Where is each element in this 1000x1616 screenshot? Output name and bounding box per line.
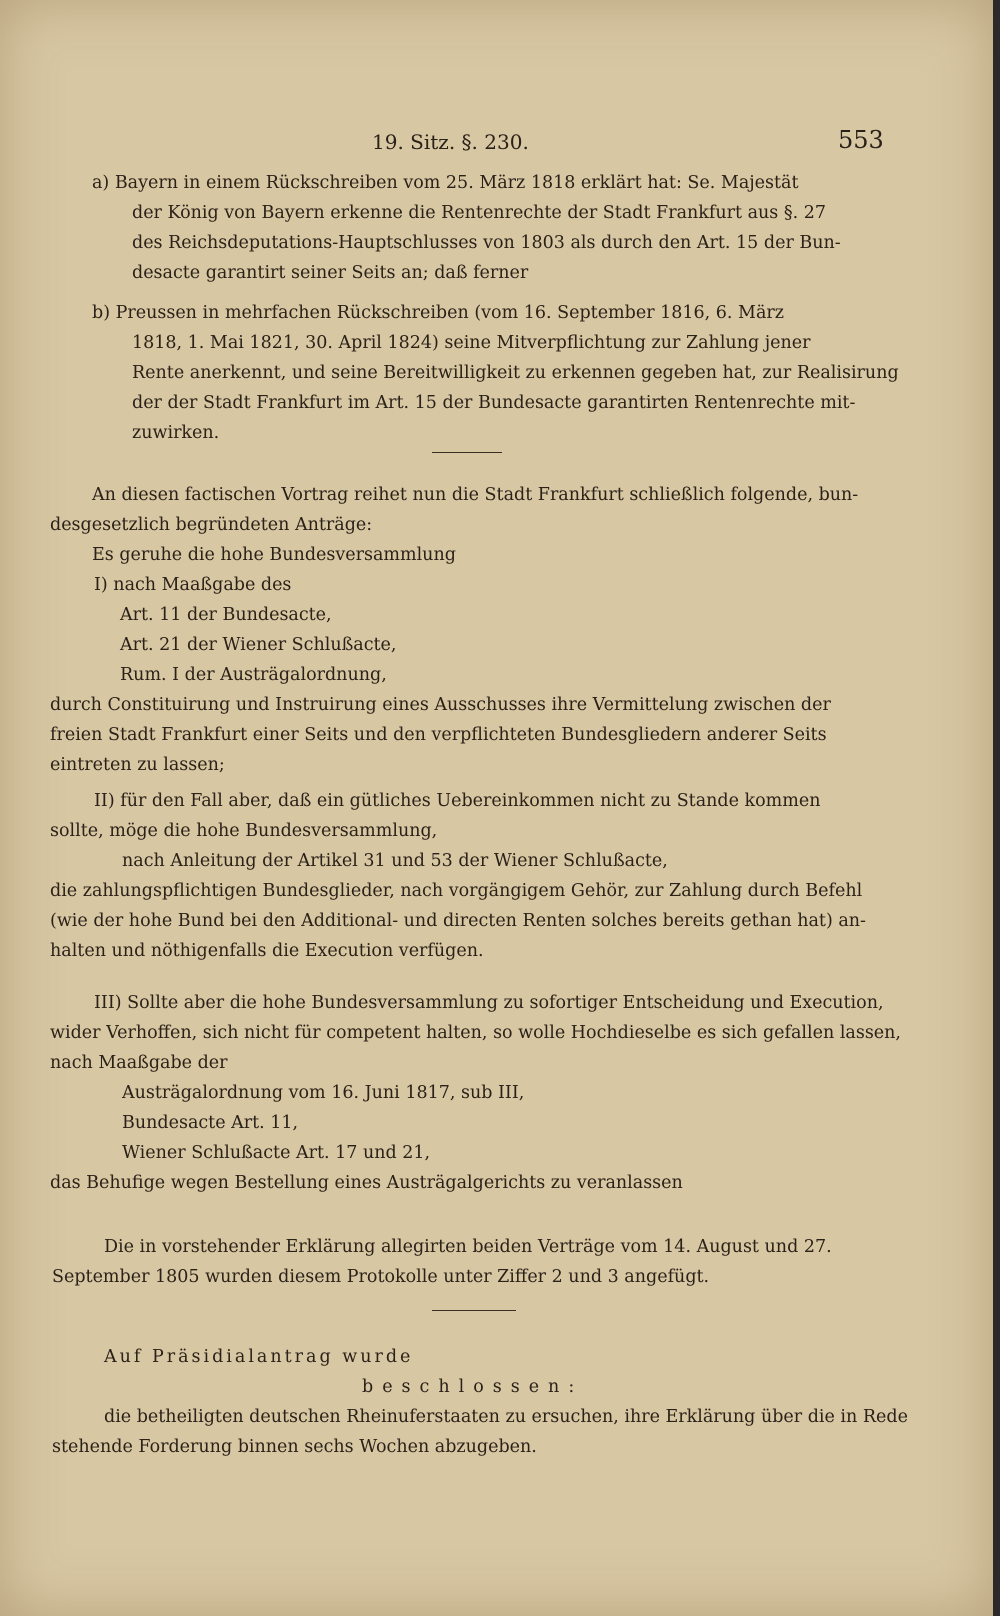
text-line: 1818, 1. Mai 1821, 30. April 1824) seine Mitverpflichtung zur Zahlung jener [132,333,811,353]
page-header [0,124,993,164]
text-line: Die in vorstehender Erklärung allegirten beiden Verträge vom 14. August und 27. [104,1237,832,1257]
running-title: 19. Sitz. §. 230. [372,130,529,154]
scan-edge [993,0,1000,1616]
text-line: (wie der hohe Bund bei den Additional- und directen Renten solches bereits gethan hat) an- [50,911,866,931]
list-item: Wiener Schlußacte Art. 17 und 21, [122,1143,431,1163]
text-line: stehende Forderung binnen sechs Wochen abzugeben. [52,1437,537,1457]
paragraph-a [92,168,841,288]
resolution [52,1342,908,1462]
text-line: III) Sollte aber die hohe Bundesversammlung zu sofortiger Entscheidung und Execution, [94,993,884,1013]
text-line: II) für den Fall aber, daß ein gütliches Uebereinkommen nicht zu Stande kommen [94,791,821,811]
list-item: Austrägalordnung vom 16. Juni 1817, sub III, [122,1083,525,1103]
paragraph-b [92,298,899,448]
text-line: nach Maaßgabe der [50,1053,228,1073]
text-line: nach Anleitung der Artikel 31 und 53 der Wiener Schlußacte, [122,851,668,871]
paragraph-I [50,570,831,780]
text-line: eintreten zu lassen; [50,755,225,775]
list-item: Bundesacte Art. 11, [122,1113,299,1133]
paragraph-II [50,786,866,966]
text-line: Rente anerkennt, und seine Bereitwilligkeit zu erkennen gegeben hat, zur Realisirung [132,363,899,383]
text-line: I) nach Maaßgabe des [94,575,292,595]
list-item: Rum. I der Austrägalordnung, [120,665,387,685]
text-line: desacte garantirt seiner Seits an; daß ferner [132,263,529,283]
text-line: freien Stadt Frankfurt einer Seits und den verpflichteten Bundesgliedern anderer Seits [50,725,827,745]
text-line: des Reichsdeputations-Hauptschlusses von 1803 als durch den Art. 15 der Bun- [132,233,841,253]
text-line: sollte, möge die hohe Bundesversammlung, [50,821,438,841]
resolution-heading: beschlossen: [362,1377,584,1397]
resolution-intro: Auf Präsidialantrag wurde [104,1347,414,1367]
text-line: der König von Bayern erkenne die Rentenrechte der Stadt Frankfurt aus §. 27 [132,203,826,223]
divider [432,452,502,453]
text-line: zuwirken. [132,423,220,443]
divider [432,1310,516,1311]
text-line: a) Bayern in einem Rückschreiben vom 25. März 1818 erklärt hat: Se. Majestät [92,173,799,193]
text-line: halten und nöthigenfalls die Execution verfügen. [50,941,484,961]
text-line: das Behufige wegen Bestellung eines Austrägalgerichts zu veranlassen [50,1173,683,1193]
text-line: durch Constituirung und Instruirung eines Ausschusses ihre Vermittelung zwischen der [50,695,831,715]
list-item: Art. 11 der Bundesacte, [120,605,332,625]
text-line: An diesen factischen Vortrag reihet nun die Stadt Frankfurt schließlich folgende, bun- [92,485,859,505]
text-line: der der Stadt Frankfurt im Art. 15 der Bundesacte garantirten Rentenrechte mit- [132,393,856,413]
text-line: desgesetzlich begründeten Anträge: [50,515,373,535]
paragraph-note [52,1232,832,1292]
page-number: 553 [838,126,884,154]
list-item: Art. 21 der Wiener Schlußacte, [120,635,397,655]
text-line: b) Preussen in mehrfachen Rückschreiben (vom 16. September 1816, 6. März [92,303,784,323]
text-line: September 1805 wurden diesem Protokolle unter Ziffer 2 und 3 angefügt. [52,1267,710,1287]
text-line: wider Verhoffen, sich nicht für competent halten, so wolle Hochdieselbe es sich gefallen lassen, [50,1023,901,1043]
paragraph-III [50,988,901,1198]
text-line: Es geruhe die hohe Bundesversammlung [92,545,456,565]
text-line: die zahlungspflichtigen Bundesglieder, nach vorgängigem Gehör, zur Zahlung durch Befehl [50,881,863,901]
paragraph-intro [50,480,858,570]
text-line: die betheiligten deutschen Rheinuferstaaten zu ersuchen, ihre Erklärung über die in Rede [104,1407,908,1427]
